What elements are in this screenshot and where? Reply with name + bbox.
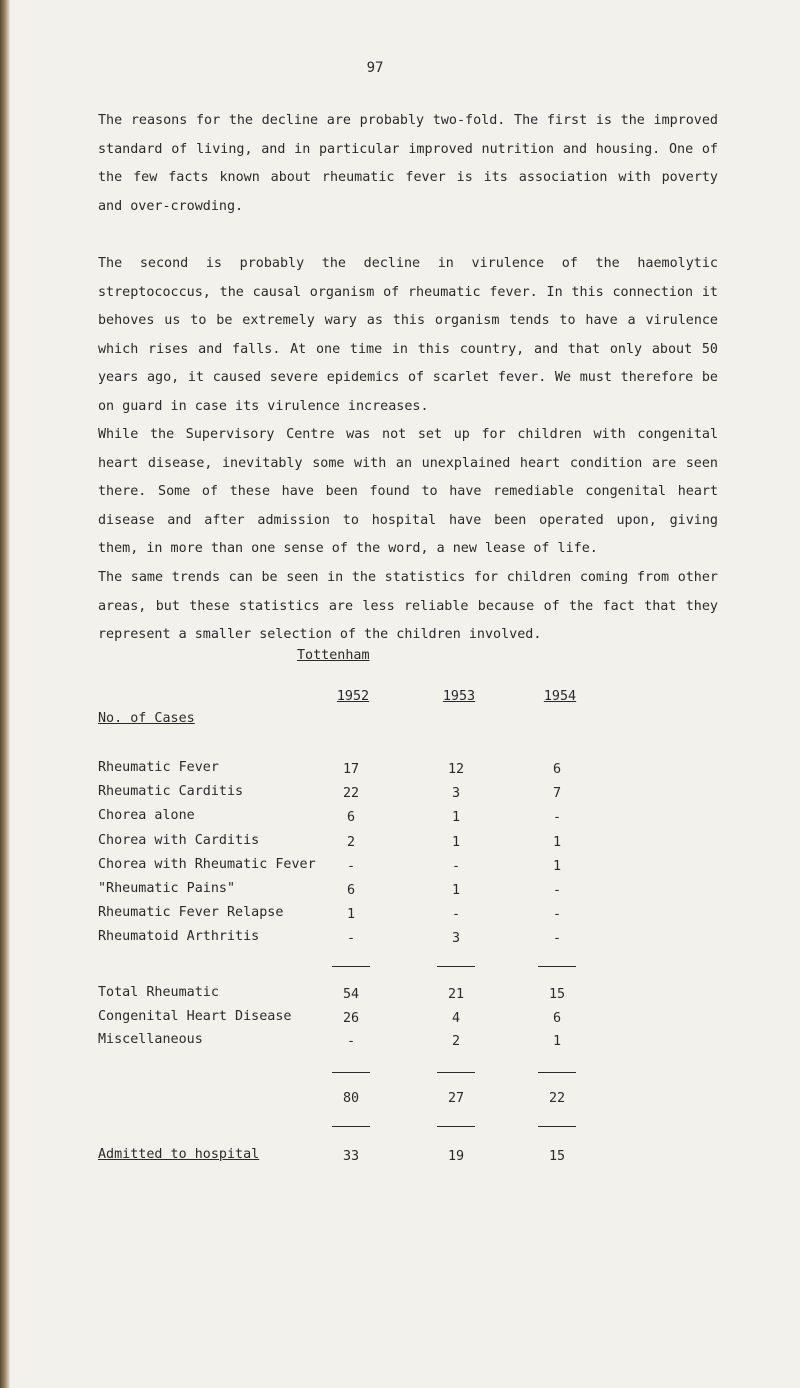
admitted-1952: 33 [342,1149,360,1164]
cell-1954: - [552,931,562,946]
row-label: Chorea with Rheumatic Fever [98,857,316,872]
cell-1953: 21 [447,987,465,1002]
cell-1953: 2 [451,1034,461,1049]
year-header-1952: 1952 [336,689,370,704]
cell-1954: - [552,883,562,898]
row-label: Chorea alone [98,808,195,823]
page-binding-edge [0,0,10,1388]
cell-1953: 1 [451,835,461,850]
admitted-1954: 15 [548,1149,566,1164]
admitted-1953: 19 [447,1149,465,1164]
total-1952: 80 [342,1091,360,1106]
cell-1954: - [552,810,562,825]
year-header-1954: 1954 [543,689,577,704]
page-number: 97 [366,60,384,76]
cell-1953: 1 [451,883,461,898]
cell-1952: - [346,1034,356,1049]
paragraph-virulence: The second is probably the decline in virulence of the haemolytic streptococcus, the causal organism of rheumatic fever. In this connection it behoves us to be extremely wary as this organism tends to have a virulence which rises and falls. At one time in this country, and that only about 50 years ago, it caused severe epidemics of scarlet fever. We must therefore be on guard in case its virulence increases. [98,256,718,414]
subtotal-rule [332,966,370,967]
row-label: Rheumatic Fever [98,760,219,775]
year-header-1953: 1953 [442,689,476,704]
cell-1954: 6 [552,762,562,777]
row-label: Rheumatic Fever Relapse [98,905,284,920]
total-underline [538,1126,576,1127]
cell-1954: 7 [552,786,562,801]
cell-1953: - [451,859,461,874]
total-1953: 27 [447,1091,465,1106]
cell-1954: 1 [552,1034,562,1049]
row-label: Rheumatoid Arthritis [98,929,260,944]
cell-1952: 6 [346,883,356,898]
row-label: Chorea with Carditis [98,833,260,848]
row-label: Total Rheumatic [98,985,219,1000]
cell-1952: 54 [342,987,360,1002]
section-label-cases: No. of Cases [98,711,195,726]
cell-1952: 17 [342,762,360,777]
cell-1954: 6 [552,1011,562,1026]
cell-1952: 6 [346,810,356,825]
row-label: "Rheumatic Pains" [98,881,236,896]
cell-1953: 3 [451,931,461,946]
cell-1952: 1 [346,907,356,922]
paragraph-congenital: While the Supervisory Centre was not set up for children with congenital heart disease, inevitably some with an unexplained heart condition are seen there. Some of these have been found to have remediable congenital heart disease and after admission to hospital have been operated upon, giving them, in more than one sense of the word, a new lease of life. [98,427,718,556]
cell-1952: 22 [342,786,360,801]
cell-1954: 1 [552,835,562,850]
paragraph-reasons: The reasons for the decline are probably two-fold. The first is the improved standard of living, and in particular improved nutrition and housing. One of the few facts known about rheumatic fever is its association with poverty and over-crowding. [98,113,718,214]
row-label: Congenital Heart Disease [98,1009,292,1024]
cell-1953: 12 [447,762,465,777]
cell-1952: - [346,859,356,874]
table-title: Tottenham [297,648,370,663]
cell-1952: 2 [346,835,356,850]
total-rule [538,1072,576,1073]
cell-1953: 1 [451,810,461,825]
total-rule [437,1072,475,1073]
row-label: Rheumatic Carditis [98,784,244,799]
cell-1954: 1 [552,859,562,874]
cell-1952: - [346,931,356,946]
cell-1953: - [451,907,461,922]
cell-1953: 3 [451,786,461,801]
row-label-admitted: Admitted to hospital [98,1147,260,1162]
total-1954: 22 [548,1091,566,1106]
cell-1954: 15 [548,987,566,1002]
total-underline [437,1126,475,1127]
paragraph-trends: The same trends can be seen in the statistics for children coming from other areas, but these statistics are less reliable because of the fact that they represent a smaller selection of the children involved. [98,570,718,642]
cell-1954: - [552,907,562,922]
total-underline [332,1126,370,1127]
cell-1952: 26 [342,1011,360,1026]
row-label: Miscellaneous [98,1032,203,1047]
cell-1953: 4 [451,1011,461,1026]
subtotal-rule [437,966,475,967]
subtotal-rule [538,966,576,967]
total-rule [332,1072,370,1073]
